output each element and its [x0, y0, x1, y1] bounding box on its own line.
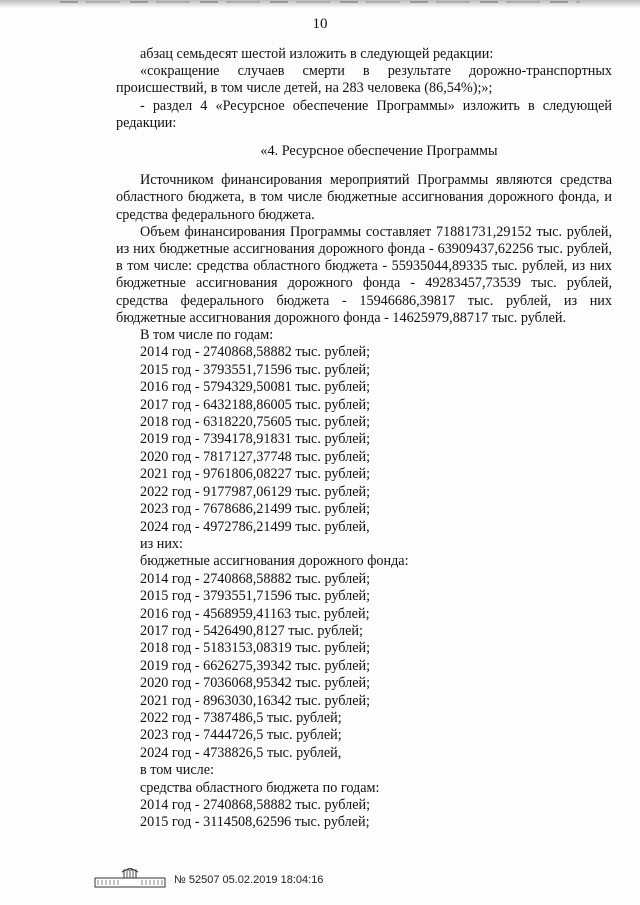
- document-footer: [94, 868, 323, 888]
- list-item: 2019 год - 7394178,91831 тыс. рублей;: [140, 431, 371, 448]
- list-item: 2018 год - 6318220,75605 тыс. рублей;: [140, 414, 371, 431]
- list-item: 2015 год - 3793551,71596 тыс. рублей;: [140, 361, 371, 378]
- list-item: 2015 год - 3793551,71596 тыс. рублей;: [140, 588, 371, 605]
- list-item: 2018 год - 5183153,08319 тыс. рублей;: [140, 640, 371, 657]
- list-item: 2016 год - 4568959,41163 тыс. рублей;: [140, 605, 370, 622]
- list-item: 2023 год - 7678686,21499 тыс. рублей;: [140, 501, 371, 518]
- paragraph: Источником финансирования мероприятий Программы являются средства областного бюджета, в том числе бюджетные ассигнования дорожного фонда, и средства федерального бюджета.: [116, 172, 612, 223]
- list-item: 2024 год - 4972786,21499 тыс. рублей,: [140, 518, 370, 535]
- list-item: 2017 год - 5426490,8127 тыс. рублей;: [140, 622, 363, 639]
- scan-edge: [0, 0, 640, 8]
- list-item: 2017 год - 6432188,86005 тыс. рублей;: [140, 396, 371, 413]
- list-item: 2021 год - 8963030,16342 тыс. рублей;: [140, 692, 371, 709]
- list-item: 2019 год - 6626275,39342 тыс. рублей;: [140, 657, 371, 674]
- years-regional-list: [116, 797, 612, 832]
- list-item: 2020 год - 7036068,95342 тыс. рублей;: [140, 675, 371, 692]
- paragraph: - раздел 4 «Ресурсное обеспечение Программы» изложить в следующей редакции:: [116, 97, 612, 131]
- paragraph: Объем финансирования Программы составляет 71881731,29152 тыс. рублей, из них бюджетные ассигнования дорожного фонда - 63909437,62256 тыс. рублей, в том числе: средства областного бюджета - 55935044,89335 тыс. рублей, из них бюджетные ассигнования дорожного фонда - 49283457,73539 тыс. рублей, средства федерального бюджета - 15946686,39817 тыс. рублей, из них бюджетные ассигнования дорожного фонда - 14625979,88717 тыс. рублей.: [116, 223, 612, 326]
- registration-stamp: № 52507 05.02.2019 18:04:16: [174, 874, 324, 886]
- list-item: 2023 год - 7444726,5 тыс. рублей;: [140, 727, 342, 744]
- document-body: [116, 46, 612, 832]
- paragraph: «сокращение случаев смерти в результате дорожно-транспортных происшествий, в том числе детей, на 283 человека (86,54%);»;: [116, 63, 612, 97]
- list-item: 2014 год - 2740868,58882 тыс. рублей;: [140, 344, 371, 361]
- list-header: средства областного бюджета по годам:: [140, 779, 380, 796]
- list-item: 2024 год - 4738826,5 тыс. рублей,: [140, 744, 342, 761]
- list-item: 2020 год - 7817127,37748 тыс. рублей;: [140, 448, 371, 465]
- list-item: 2021 год - 9761806,08227 тыс. рублей;: [140, 466, 371, 483]
- section-title: «4. Ресурсное обеспечение Программы: [260, 143, 498, 160]
- list-header: бюджетные ассигнования дорожного фонда:: [140, 553, 409, 570]
- list-header: В том числе по годам:: [140, 327, 274, 344]
- government-logo-icon: [94, 868, 166, 888]
- page-number: 10: [312, 16, 328, 32]
- paragraph: абзац семьдесят шестой изложить в следующей редакции:: [140, 46, 494, 62]
- years-road-fund-list: [116, 571, 612, 762]
- list-item: 2022 год - 9177987,06129 тыс. рублей;: [140, 483, 371, 500]
- years-total-list: [116, 344, 612, 535]
- list-item: 2014 год - 2740868,58882 тыс. рублей;: [140, 570, 371, 587]
- list-item: 2022 год - 7387486,5 тыс. рублей;: [140, 709, 342, 726]
- list-item: 2014 год - 2740868,58882 тыс. рублей;: [140, 797, 371, 814]
- list-item: 2016 год - 5794329,50081 тыс. рублей;: [140, 379, 371, 396]
- list-item: 2015 год - 3114508,62596 тыс. рублей;: [140, 814, 370, 831]
- list-header: в том числе:: [140, 762, 214, 779]
- list-header: из них:: [140, 535, 183, 552]
